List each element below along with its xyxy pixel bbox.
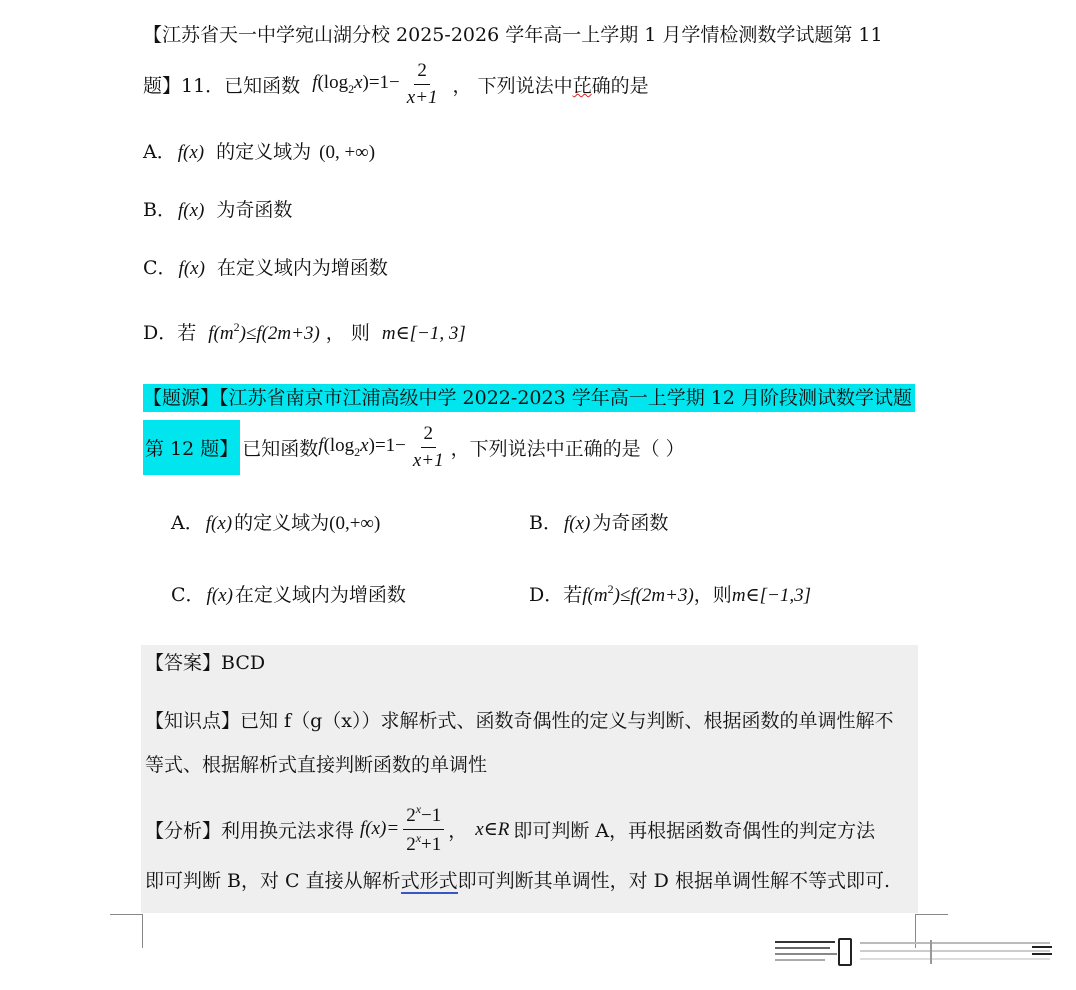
- q2-option-c-label: C．: [171, 584, 205, 606]
- q1-option-a-interval: (0, +∞): [319, 142, 376, 163]
- q2-option-a-label: A．: [171, 512, 204, 534]
- q2-stem-suffix: ，下列说法中正确的是（ ）: [450, 438, 685, 460]
- q2-func-arg: x: [360, 435, 369, 456]
- q2-stem: [143, 420, 685, 475]
- q1-heading-line1: 【江苏省天一中学宛山湖分校 2025-2026 学年高一上学期 1 月学情检测数学试题第 11: [143, 24, 883, 46]
- q2-option-a-text: 的定义域为: [234, 512, 330, 534]
- q1-func-base: 2: [348, 81, 355, 96]
- q1-option-b-text: 为奇函数: [216, 199, 293, 221]
- analysis-suffix: 即可判断 A，再根据函数奇偶性的判定方法: [513, 819, 876, 842]
- q1-frac-den: x+1: [406, 86, 438, 108]
- answer-line: 【答案】BCD: [145, 652, 266, 674]
- q2-option-d: [529, 580, 811, 607]
- crop-mark-left-v: [142, 914, 143, 948]
- q1-option-b: [143, 195, 292, 222]
- q2-option-c-text: 在定义域内为增函数: [234, 584, 406, 606]
- q2-option-d-inequality: [582, 582, 694, 606]
- q1-stem-suffix-b: 确的是: [591, 74, 649, 97]
- crop-mark-left-h: [110, 914, 143, 915]
- q2-frac-num: 2: [421, 423, 437, 448]
- q1-option-d-range: m∈[−1, 3]: [381, 323, 466, 344]
- q1-option-d-math1: f(m: [208, 323, 234, 344]
- q2-option-a-interval: (0,+∞): [329, 513, 381, 534]
- q2-option-d-range: m∈[−1,3]: [731, 585, 811, 606]
- q2-option-d-math2: )≤f(2m+3): [613, 585, 694, 606]
- analysis-domain: x∈R: [475, 818, 510, 840]
- analysis-line1: [145, 803, 875, 856]
- q1-option-d-exp: 2: [233, 320, 240, 334]
- q2-source-line1: 【题源】【江苏省南京市江浦高级中学 2022-2023 学年高一上学期 12 月阶段测试数学试题: [143, 384, 915, 412]
- q1-option-d-label: D．若: [143, 322, 197, 344]
- q1-func-f: f: [312, 71, 318, 93]
- analysis-num-exp: x: [415, 802, 422, 816]
- q2-func-log: (log: [323, 435, 355, 456]
- q1-func-close: ): [362, 71, 369, 93]
- q1-option-d-inequality: [208, 320, 320, 344]
- analysis-line2-a: 即可判断 B，对 C 直接从解析: [145, 870, 401, 892]
- q2-fraction: [410, 423, 447, 472]
- analysis-den-exp: x: [415, 830, 422, 845]
- knowledge-line1: 【知识点】已知 f（g（x））求解析式、函数奇偶性的定义与判断、根据函数的单调性解不: [145, 710, 894, 732]
- analysis-line2: [145, 866, 890, 893]
- analysis-grammar-flag: 式形式: [400, 870, 458, 892]
- analysis-comma: ，: [448, 819, 468, 842]
- q1-stem-suffix-a: ， 下列说法中: [452, 74, 573, 97]
- q1-fraction: [404, 60, 441, 109]
- q1-option-a-text: 的定义域为: [216, 141, 312, 163]
- q2-stem-text: 已知函数: [242, 438, 319, 460]
- q2-func-f: f: [318, 435, 324, 456]
- q1-func-eq: =1−: [368, 71, 400, 93]
- watermark-block-icon: [838, 938, 852, 966]
- q2-option-a: [171, 508, 380, 535]
- q1-option-b-math: f(x): [177, 200, 205, 221]
- q1-spelling-flag: 芘: [572, 74, 592, 97]
- analysis-frac-num: [403, 803, 444, 830]
- q1-option-c-text: 在定义域内为增函数: [216, 257, 388, 279]
- q1-option-a-label: A．: [143, 141, 176, 163]
- q1-option-a-math: f(x): [177, 142, 205, 163]
- q2-option-b-text: 为奇函数: [592, 512, 669, 534]
- q2-option-b-label: B．: [529, 512, 562, 534]
- q1-func-arg: x: [354, 71, 363, 93]
- q1-option-d-math2: )≤f(2m+3): [239, 323, 320, 344]
- analysis-den-base: 2: [406, 833, 416, 855]
- knowledge-line2: 等式、根据解析式直接判断函数的单调性: [145, 754, 488, 776]
- analysis-function: f(x)=: [360, 818, 400, 840]
- q2-option-a-math: f(x): [205, 513, 233, 534]
- q2-option-b-math: f(x): [563, 513, 591, 534]
- q2-option-d-label: D．若: [529, 584, 583, 606]
- q1-option-c-math: f(x): [178, 258, 205, 279]
- q2-option-c-math: f(x): [206, 585, 233, 606]
- analysis-prefix: 【分析】利用换元法求得: [145, 819, 355, 842]
- analysis-fraction: [403, 803, 444, 856]
- analysis-line2-b: 即可判断其单调性，对 D 根据单调性解不等式即可.: [457, 870, 890, 892]
- q1-func-log: (log: [317, 71, 349, 93]
- q2-option-b: [529, 508, 668, 535]
- q2-func-base: 2: [354, 445, 361, 459]
- analysis-num-tail: −1: [421, 805, 442, 826]
- analysis-den-tail: +1: [421, 833, 442, 855]
- q2-option-c: [171, 580, 406, 607]
- q1-stem: [143, 60, 649, 109]
- q2-frac-den: x+1: [412, 450, 444, 471]
- q1-option-b-label: B．: [143, 199, 176, 221]
- q2-option-d-math1: f(m: [582, 585, 608, 606]
- q2-source-line2-highlight: 第 12 题】: [143, 420, 240, 475]
- q1-option-c: [143, 253, 388, 280]
- q1-frac-num: 2: [414, 60, 430, 85]
- q1-function-formula: [312, 72, 400, 97]
- q2-func-eq: =1−: [374, 435, 406, 456]
- q2-option-d-text: ，则: [693, 584, 732, 606]
- crop-mark-right-h: [915, 914, 948, 915]
- q1-option-c-label: C．: [143, 257, 177, 279]
- analysis-frac-den: [403, 830, 444, 856]
- q1-option-d-text: ， 则: [325, 322, 370, 344]
- q1-option-a: [143, 137, 375, 164]
- q1-stem-prefix: 题】11．已知函数: [143, 74, 301, 97]
- q2-option-d-exp: 2: [607, 582, 614, 596]
- q2-function-formula: [318, 435, 406, 460]
- analysis-num-base: 2: [406, 805, 416, 826]
- q2-func-close: ): [368, 435, 375, 456]
- q1-option-d: [143, 318, 466, 345]
- bottom-toolbar-watermark: [770, 938, 1055, 970]
